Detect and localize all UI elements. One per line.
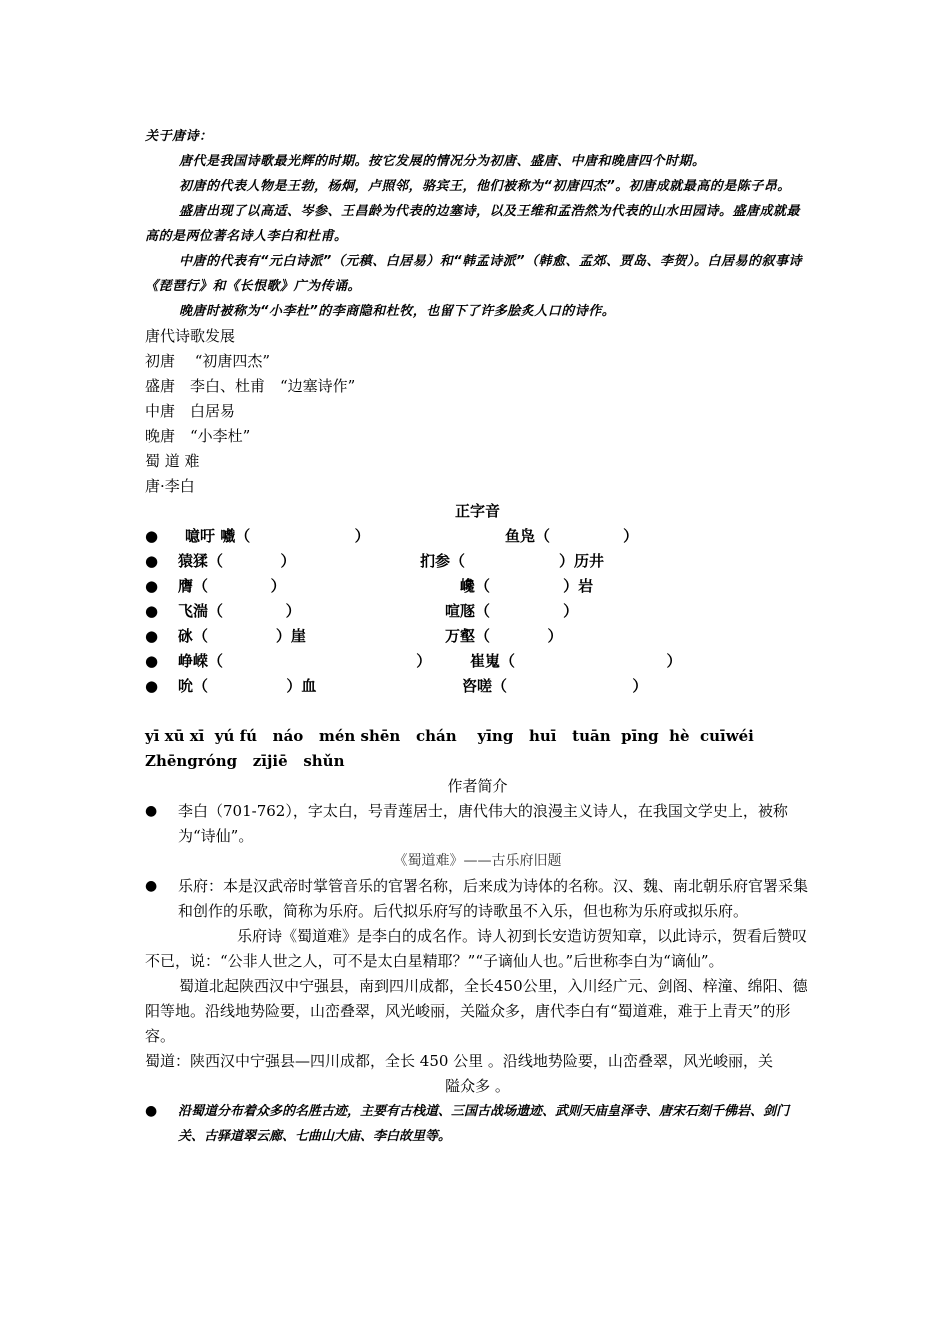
pronunciation-row-4	[145, 599, 810, 624]
shu-road-summary-line-2: 隘众多 。	[445, 1077, 510, 1095]
author-bio	[145, 799, 810, 849]
poem-author: 唐·李白	[145, 477, 195, 495]
pronunciation-item: 飞湍（ ）	[178, 602, 301, 620]
development-high-tang: 盛唐 李白、杜甫 “边塞诗作”	[145, 377, 356, 395]
bullet-icon: ●	[145, 577, 159, 595]
intro-paragraph-5: 晚唐时被称为“小李杜”的李商隐和杜牧，也留下了许多脍炙人口的诗作。	[179, 304, 616, 319]
bullet-icon: ●	[145, 652, 159, 670]
development-late-tang: 晚唐 “小李杜”	[145, 427, 251, 445]
shu-road-sites	[145, 1099, 810, 1149]
pronunciation-row-1	[145, 524, 810, 549]
pronunciation-item: 噫吁 嚱（ ）	[185, 527, 370, 545]
intro-paragraph-1: 唐代是我国诗歌最光辉的时期。按它发展的情况分为初唐、盛唐、中唐和晚唐四个时期。	[179, 154, 706, 169]
bullet-icon: ●	[145, 878, 158, 894]
intro-paragraph-2: 初唐的代表人物是王勃，杨炯，卢照邻，骆宾王，他们被称为“初唐四杰”。初唐成就最高的是陈子昂。	[179, 179, 791, 194]
bullet-icon: ●	[145, 552, 159, 570]
pronunciation-item: 扪参（ ）历井	[420, 552, 604, 570]
intro-paragraph-4: 中唐的代表有“元白诗派”（元稹、白居易）和“韩孟诗派”（韩愈、孟郊、贾岛、李贺）。白居易的叙事诗《琵琶行》和《长恨歌》广为传诵。	[145, 254, 802, 294]
intro-paragraph-3: 盛唐出现了以高适、岑参、王昌龄为代表的边塞诗，以及王维和孟浩然为代表的山水田园诗。盛唐成就最高的是两位著名诗人李白和杜甫。	[145, 204, 801, 244]
yuefu-section-title: 《蜀道难》——古乐府旧题	[393, 853, 562, 869]
intro-heading: 关于唐诗：	[145, 129, 213, 144]
author-section-title: 作者简介	[447, 777, 508, 795]
bullet-icon: ●	[145, 602, 159, 620]
pronunciation-item: 喧豗（ ）	[445, 602, 579, 620]
development-title: 唐代诗歌发展	[145, 327, 236, 345]
bullet-icon: ●	[145, 1103, 158, 1119]
pronunciation-item: 猿猱（ ）	[178, 552, 296, 570]
pronunciation-item: 崔嵬（ ）	[470, 652, 682, 670]
pronunciation-row-2	[145, 549, 810, 574]
pronunciation-row-3	[145, 574, 810, 599]
pronunciation-item: 鱼凫（ ）	[505, 527, 639, 545]
development-early-tang: 初唐 “初唐四杰”	[145, 352, 271, 370]
pronunciation-item: 峥嵘（ ）	[178, 652, 432, 670]
pinyin-answers-2: Zhēngróng zījiē shǔn	[145, 752, 345, 770]
yuefu-definition-text: 乐府：本是汉武帝时掌管音乐的官署名称，后来成为诗体的名称。汉、魏、南北朝乐府官署采集和创作的乐歌，简称为乐府。后代拟乐府写的诗歌虽不入乐，但也称为乐府或拟乐府。	[178, 877, 809, 920]
famous-work-paragraph: 乐府诗《蜀道难》是李白的成名作。诗人初到长安造访贺知章，以此诗示，贺看后赞叹不已，说：“公非人世之人，可不是太白星精耶？”“子谪仙人也。”后世称李白为“谪仙”。	[145, 927, 808, 970]
pronunciation-item: 巉（ ）岩	[460, 577, 594, 595]
pronunciation-row-7	[145, 674, 810, 699]
bullet-icon: ●	[145, 627, 159, 645]
pronunciation-item: 吮（ ）血	[178, 677, 317, 695]
pronunciation-item: 膺（ ）	[178, 577, 286, 595]
shu-road-sites-text: 沿蜀道分布着众多的名胜古迹，主要有古栈道、三国古战场遗迹、武则天庙皇泽寺、唐宋石刻千佛岩、剑门关、古驿道翠云廊、七曲山大庙、李白故里等。	[178, 1104, 790, 1144]
poem-title: 蜀 道 难	[145, 452, 200, 470]
pronunciation-title: 正字音	[454, 502, 500, 520]
pronunciation-item: 万壑（ ）	[445, 627, 563, 645]
author-bio-text: 李白（701-762），字太白，号青莲居士，唐代伟大的浪漫主义诗人，在我国文学史上，被称为“诗仙”。	[178, 802, 788, 845]
bullet-icon: ●	[145, 527, 159, 545]
shu-road-paragraph: 蜀道北起陕西汉中宁强县，南到四川成都，全长450公里，入川经广元、剑阁、梓潼、绵阳、德阳等地。沿线地势险要，山峦叠翠，风光峻丽，关隘众多，唐代李白有“蜀道难，难于上青天”的形容。	[145, 977, 808, 1045]
pronunciation-item: 咨嗟（ ）	[462, 677, 648, 695]
pronunciation-row-5	[145, 624, 810, 649]
pronunciation-row-6	[145, 649, 810, 674]
pronunciation-item: 砯（ ）崖	[178, 627, 306, 645]
development-mid-tang: 中唐 白居易	[145, 402, 236, 420]
pinyin-answers-1: yī xū xī yú fú náo mén shēn chán yīng huī tuān pīng hè cuīwéi	[145, 727, 754, 745]
bullet-icon: ●	[145, 677, 159, 695]
yuefu-definition	[145, 874, 810, 924]
shu-road-summary-line-1: 蜀道：陕西汉中宁强县—四川成都，全长 450 公里 。沿线地势险要，山峦叠翠，风光峻丽，关	[145, 1052, 773, 1070]
document-page	[145, 124, 810, 1149]
bullet-icon: ●	[145, 803, 158, 819]
